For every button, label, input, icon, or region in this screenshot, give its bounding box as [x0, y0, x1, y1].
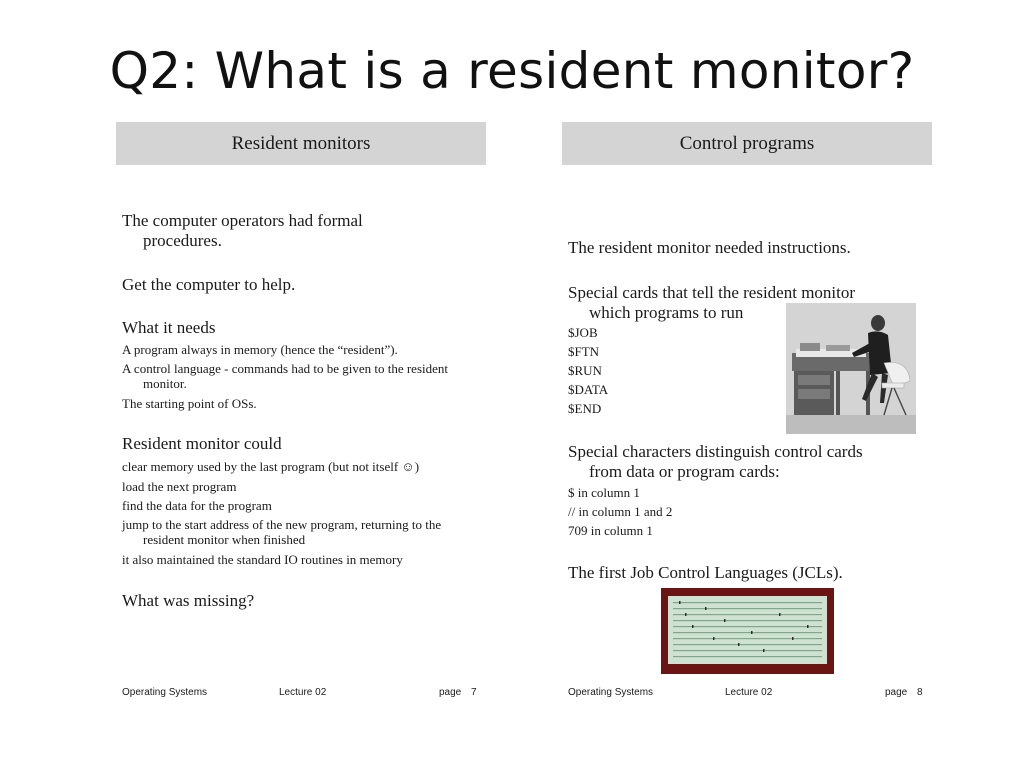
- control-card: $END: [568, 401, 602, 416]
- list-item: // in column 1 and 2: [568, 504, 673, 519]
- footer-course: Operating Systems: [122, 687, 208, 698]
- footer-lecture: Lecture 02: [279, 687, 327, 698]
- footer-page-label: page: [885, 687, 908, 698]
- text-line: The computer operators had formal: [122, 211, 363, 230]
- slide-title: Q2: What is a resident monitor?: [109, 42, 915, 100]
- text-line: The resident monitor needed instructions.: [568, 238, 851, 257]
- footer-course: Operating Systems: [568, 687, 654, 698]
- list-item: it also maintained the standard IO routines in memory: [122, 552, 403, 567]
- operator-console-photo: [786, 303, 916, 434]
- control-card: $FTN: [568, 344, 600, 359]
- text-line: Get the computer to help.: [122, 275, 296, 294]
- list-item: resident monitor when finished: [143, 532, 306, 547]
- footer-lecture: Lecture 02: [725, 687, 773, 698]
- list-item: The starting point of OSs.: [122, 396, 257, 411]
- control-card: $DATA: [568, 382, 609, 397]
- section-heading: What it needs: [122, 318, 216, 337]
- list-item: find the data for the program: [122, 498, 272, 513]
- text-line: which programs to run: [589, 303, 744, 322]
- text-line: What was missing?: [122, 591, 255, 610]
- list-item: 709 in column 1: [568, 523, 653, 538]
- list-item: jump to the start address of the new program, returning to the: [122, 517, 442, 532]
- text-line: Special characters distinguish control cards: [568, 442, 863, 461]
- list-item: A program always in memory (hence the “resident”).: [122, 342, 398, 357]
- list-item: clear memory used by the last program (but not itself ☺): [122, 459, 420, 474]
- footer-page-label: page: [439, 687, 462, 698]
- section-heading: Resident monitor could: [122, 434, 282, 453]
- text-line: The first Job Control Languages (JCLs).: [568, 563, 843, 582]
- footer-page-number: 8: [917, 687, 923, 698]
- text-line: procedures.: [143, 231, 222, 250]
- list-item: $ in column 1: [568, 485, 640, 500]
- right-page: [562, 122, 932, 712]
- control-card: $RUN: [568, 363, 602, 378]
- list-item: monitor.: [143, 376, 187, 391]
- list-item: A control language - commands had to be given to the resident: [122, 361, 448, 376]
- right-page-header: Control programs: [562, 122, 932, 165]
- footer-page-number: 7: [471, 687, 477, 698]
- left-page: [116, 122, 486, 712]
- list-item: load the next program: [122, 479, 237, 494]
- control-card: $JOB: [568, 325, 598, 340]
- punch-card-photo: [661, 588, 834, 674]
- text-line: from data or program cards:: [589, 462, 780, 481]
- text-line: Special cards that tell the resident monitor: [568, 283, 856, 302]
- left-page-header: Resident monitors: [116, 122, 486, 165]
